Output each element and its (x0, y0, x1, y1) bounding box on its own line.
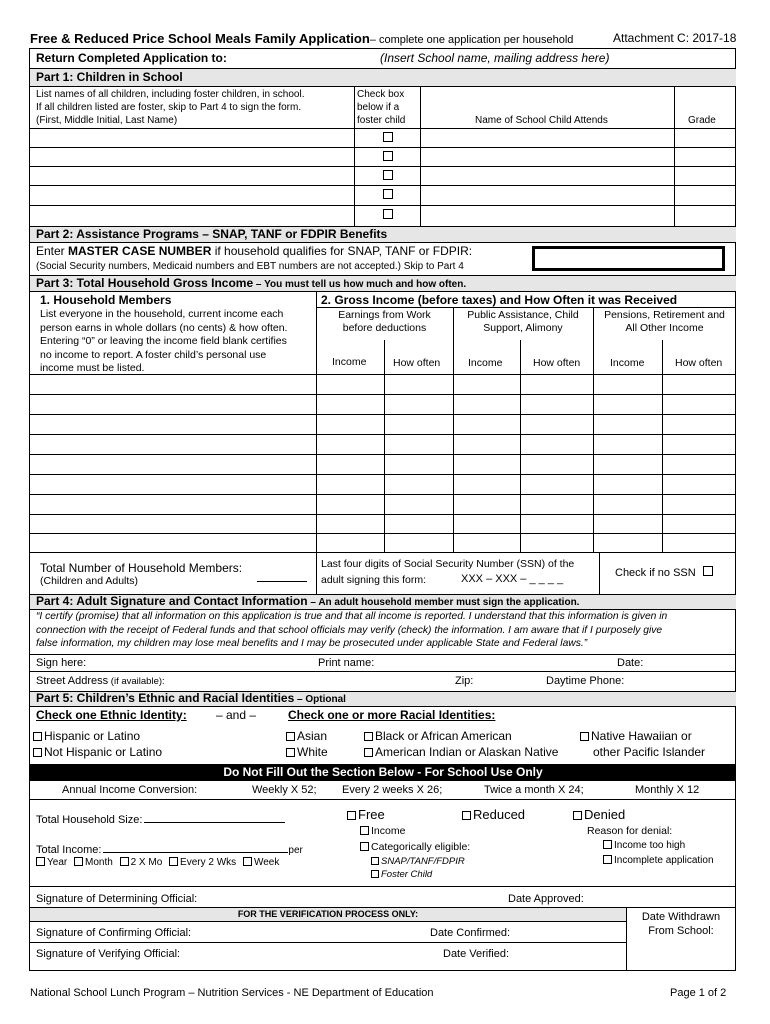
form-title: Free & Reduced Price School Meals Family Application– complete one application per household (30, 31, 574, 46)
weekly-conversion: Weekly X 52; (252, 784, 317, 796)
income-too-high-option[interactable]: Income too high (603, 840, 685, 851)
school-header: Name of School Child Attends (475, 115, 608, 126)
incomplete-application-option[interactable]: Incomplete application (603, 855, 714, 866)
date-withdrawn-field[interactable]: Date Withdrawn From School: (641, 911, 721, 937)
snap-option[interactable]: SNAP/TANF/FDPIR (371, 856, 465, 867)
reduced-option[interactable]: Reduced (462, 807, 525, 822)
checkbox-icon (360, 826, 369, 835)
checkbox-icon (36, 857, 45, 866)
return-label: Return Completed Application to: (36, 51, 227, 65)
ssn-label-2: adult signing this form: (321, 574, 427, 586)
members-instructions: List everyone in the household, current income each person earns in whole dollars (no cents) & how often. Entering “0” or leaving the income field blank certifies no income to report. A foster child’s personal use income must be listed. (40, 308, 288, 374)
date-field[interactable]: Date: (617, 657, 644, 669)
twice-monthly-conversion: Twice a month X 24; (484, 784, 584, 796)
not-hispanic-option[interactable]: Not Hispanic or Latino (33, 745, 162, 759)
denied-option[interactable]: Denied (573, 807, 625, 822)
part5-title: Part 5: Children’s Ethnic and Racial Identities – Optional (36, 691, 346, 705)
howoften-header-3: How often (675, 357, 723, 369)
print-name-field[interactable]: Print name: (318, 657, 375, 669)
gross-title: 2. Gross Income (before taxes) and How Often it was Received (321, 293, 678, 307)
checkbox-icon (603, 855, 612, 864)
checkbox-icon (580, 732, 589, 741)
part1-instructions: List names of all children, including foster children, in school. If all children listed are foster, skip to Part 4 to sign the form. (First, Middle Initial, Last Name) (36, 89, 305, 126)
income-header-1: Income (332, 356, 367, 368)
foster-checkbox-2[interactable] (383, 151, 393, 161)
white-option[interactable]: White (286, 745, 328, 759)
verifying-signature-field[interactable]: Signature of Verifying Official: (36, 948, 181, 960)
no-ssn-label: Check if no SSN (615, 567, 696, 579)
foster-checkbox-5[interactable] (383, 209, 393, 219)
biweekly-conversion: Every 2 weeks X 26; (342, 784, 443, 796)
reason-denial-label: Reason for denial: (587, 825, 673, 837)
checkbox-icon (286, 748, 295, 757)
date-verified-field[interactable]: Date Verified: (443, 948, 510, 960)
foster-checkbox-3[interactable] (383, 170, 393, 180)
ssn-label-1: Last four digits of Social Security Number (SSN) of the (321, 558, 575, 570)
case-number-note: (Social Security numbers, Medicaid numbers and EBT numbers are not accepted.) Skip to Part 4 (36, 261, 464, 272)
ssn-input[interactable]: XXX – XXX – _ _ _ _ (461, 573, 564, 585)
date-approved-field[interactable]: Date Approved: (508, 893, 584, 905)
checkbox-icon (347, 811, 356, 820)
and-separator: – and – (216, 708, 257, 722)
income-frequency-options[interactable]: Year Month 2 X Mo Every 2 Wks Week (36, 857, 279, 868)
checkbox-icon (364, 748, 373, 757)
daytime-phone-field[interactable]: Daytime Phone: (546, 675, 625, 687)
members-title: 1. Household Members (40, 293, 172, 307)
checkbox-icon (371, 857, 379, 865)
return-address: (Insert School name, mailing address here) (380, 51, 610, 65)
checkbox-icon (360, 842, 369, 851)
howoften-header-1: How often (393, 357, 441, 369)
foster-checkbox-4[interactable] (383, 189, 393, 199)
certification-text: “I certify (promise) that all information on this application is true and that all income is reported. I understand that this information is given in connection with the receipt of Federal funds and that school officials may verify (check) the information. I am aware that if I purposely give false information, my children may lose meal benefits and I may be prosecuted under applicable State and Federal laws.” (36, 611, 668, 649)
part2-title: Part 2: Assistance Programs – SNAP, TANF or FDPIR Benefits (36, 227, 388, 241)
categorically-eligible-option[interactable]: Categorically eligible: (360, 841, 470, 853)
checkbox-icon (286, 732, 295, 741)
total-members-note: (Children and Adults) (40, 575, 139, 587)
native-hawaiian-line2: other Pacific Islander (593, 745, 706, 759)
earnings-header: Earnings from Work before deductions (338, 309, 431, 334)
footer-program: National School Lunch Program – Nutrition Services - NE Department of Education (30, 987, 434, 999)
checkbox-icon (462, 811, 471, 820)
verification-only-label: FOR THE VERIFICATION PROCESS ONLY: (237, 909, 419, 919)
sign-here-field[interactable]: Sign here: (36, 657, 87, 669)
total-income-field[interactable]: Total Income: per (36, 844, 303, 856)
total-members-label: Total Number of Household Members: (40, 561, 243, 575)
native-hawaiian-option[interactable]: Native Hawaiian or (580, 729, 692, 743)
black-option[interactable]: Black or African American (364, 729, 512, 743)
date-confirmed-field[interactable]: Date Confirmed: (430, 927, 511, 939)
checkbox-icon (364, 732, 373, 741)
american-indian-option[interactable]: American Indian or Alaskan Native (364, 745, 558, 759)
no-ssn-checkbox[interactable] (703, 566, 713, 576)
total-members-input[interactable] (257, 581, 307, 582)
determining-signature-field[interactable]: Signature of Determining Official: (36, 893, 198, 905)
page-number: Page 1 of 2 (670, 987, 727, 999)
household-size-field[interactable]: Total Household Size: (36, 814, 285, 826)
free-option[interactable]: Free (347, 807, 385, 822)
ethnic-heading: Check one Ethnic Identity: (36, 708, 187, 722)
part1-title: Part 1: Children in School (36, 70, 183, 84)
income-header-2: Income (468, 357, 503, 369)
grade-header: Grade (688, 115, 716, 126)
assistance-header: Public Assistance, Child Support, Alimony (467, 309, 579, 334)
confirming-signature-field[interactable]: Signature of Confirming Official: (36, 927, 192, 939)
part4-title: Part 4: Adult Signature and Contact Information – An adult household member must sign the application. (36, 594, 580, 608)
attachment-label: Attachment C: 2017-18 (613, 31, 737, 45)
checkbox-icon (120, 857, 129, 866)
pensions-header: Pensions, Retirement and All Other Income (604, 309, 725, 334)
checkbox-icon (33, 732, 42, 741)
checkbox-icon (74, 857, 83, 866)
income-eligible-option[interactable]: Income (360, 825, 405, 837)
case-number-prompt: Enter MASTER CASE NUMBER if household qualifies for SNAP, TANF or FDPIR: (36, 244, 473, 258)
annual-conversion-label: Annual Income Conversion: (62, 784, 198, 796)
street-address-field[interactable]: Street Address (if available): (36, 675, 165, 687)
checkbox-icon (33, 748, 42, 757)
foster-option[interactable]: Foster Child (371, 869, 432, 880)
checkbox-icon (603, 840, 612, 849)
racial-heading: Check one or more Racial Identities: (288, 708, 496, 722)
hispanic-option[interactable]: Hispanic or Latino (33, 729, 140, 743)
monthly-conversion: Monthly X 12 (635, 784, 700, 796)
zip-field[interactable]: Zip: (455, 675, 474, 687)
school-use-banner: Do Not Fill Out the Section Below - For School Use Only (30, 764, 736, 781)
checkbox-icon (371, 870, 379, 878)
part3-title: Part 3: Total Household Gross Income – You must tell us how much and how often. (36, 276, 467, 290)
asian-option[interactable]: Asian (286, 729, 327, 743)
foster-checkbox-1[interactable] (383, 132, 393, 142)
checkbox-icon (573, 811, 582, 820)
howoften-header-2: How often (533, 357, 581, 369)
foster-header: Check box below if a foster child (357, 89, 406, 126)
case-number-input[interactable] (532, 246, 725, 271)
checkbox-icon (243, 857, 252, 866)
checkbox-icon (169, 857, 178, 866)
income-header-3: Income (610, 357, 645, 369)
